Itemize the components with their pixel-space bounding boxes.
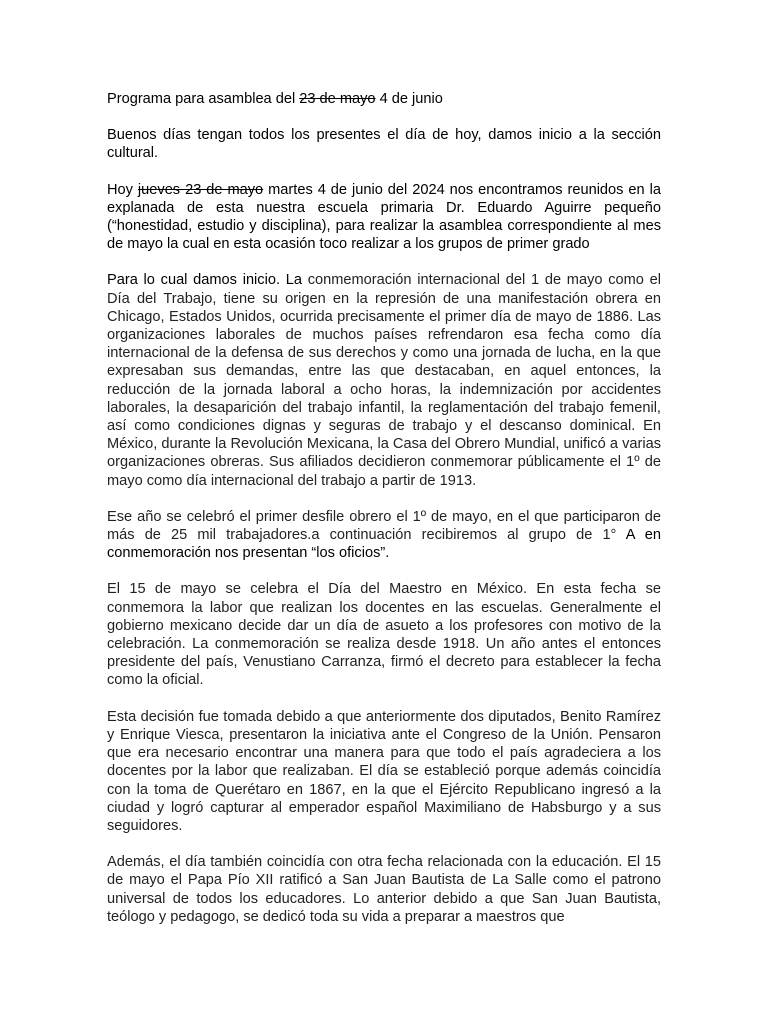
document-title (107, 90, 661, 108)
intro-prefix: Hoy (107, 181, 138, 198)
labor-day-lead: Para lo cual damos inicio. La (107, 272, 302, 289)
document-body (107, 90, 661, 944)
parade-tail: A en conmemoración nos presentan “los oficios”. (107, 527, 661, 562)
intro-paragraph (107, 181, 661, 254)
teachers-day-paragraph: El 15 de mayo se celebra el Día del Maestro en México. En esta fecha se conmemora la labor que realizan los docentes en las escuelas. Generalmente el gobierno mexicano decide dar un día de asueto a los profesores con motivo de la celebración. La conmemoración se realiza desde 1918. Un año antes el entonces presidente del país, Venustiano Carranza, firmó el decreto para establecer la fecha como la oficial. (107, 581, 661, 689)
greeting-paragraph: Buenos días tengan todos los presentes el día de hoy, damos inicio a la sección cultural. (107, 127, 661, 162)
education-paragraph: Además, el día también coincidía con otra fecha relacionada con la educación. El 15 de mayo el Papa Pío XII ratificó a San Juan Bautista de La Salle como el patrono universal de todos los educadores. Lo anterior debido a que San Juan Bautista, teólogo y pedagogo, se dedicó toda su vida a preparar a maestros que (107, 854, 661, 925)
intro-suffix: martes 4 de junio del 2024 nos encontramos reunidos en la explanada de esta nuestra escuela primaria Dr. Eduardo Aguirre pequeño (“honestidad, estudio y disciplina), para realizar la asamblea correspondiente al mes de mayo la cual en esta ocasión toco realizar a los grupos de primer grado (107, 181, 661, 253)
labor-day-paragraph (107, 271, 661, 489)
title-prefix: Programa para asamblea del (107, 91, 300, 107)
intro-struck-date: jueves 23 de mayo (137, 181, 264, 198)
title-struck-date: 23 de mayo (299, 91, 376, 107)
labor-day-body: conmemoración internacional del 1 de mayo como el Día del Trabajo, tiene su origen en la represión de una manifestación obrera en Chicago, Estados Unidos, ocurrida precisamente el primer día de mayo de 1886. Las organizaciones laborales de muchos países refrendaron esa fecha como día internacional de la defensa de sus derechos y como una jornada de lucha, en la que expresaban sus demandas, entre las que destacaban, en aquel entonces, la reducción de la jornada laboral a ocho horas, la indemnización por accidentes laborales, la desaparición del trabajo infantil, la reglamentación del trabajo femenil, así como condiciones dignas y seguras de trabajo y el descanso dominical. En México, durante la Revolución Mexicana, la Casa del Obrero Mundial, unificó a varias organizaciones obreras. Sus afiliados decidieron conmemorar públicamente el 1º de mayo como día internacional del trabajo a partir de 1913. (107, 272, 661, 489)
decision-paragraph: Esta decisión fue tomada debido a que anteriormente dos diputados, Benito Ramírez y Enrique Viesca, presentaron la iniciativa ante el Congreso de la Unión. Pensaron que era necesario encontrar una manera para que todo el país agradeciera a los docentes por la labor que realizaban. El día se estableció porque además coincidía con la toma de Querétaro en 1867, en la que el Ejército Republicano ingresó a la ciudad y logró capturar al emperador español Maximiliano de Habsburgo y a sus seguidores. (107, 708, 661, 834)
parade-paragraph (107, 508, 661, 563)
title-suffix: 4 de junio (375, 91, 443, 107)
parade-body: Ese año se celebró el primer desfile obrero el 1º de mayo, en el que participaron de más de 25 mil trabajadores.a continuación recibiremos al grupo de 1° (107, 508, 661, 544)
